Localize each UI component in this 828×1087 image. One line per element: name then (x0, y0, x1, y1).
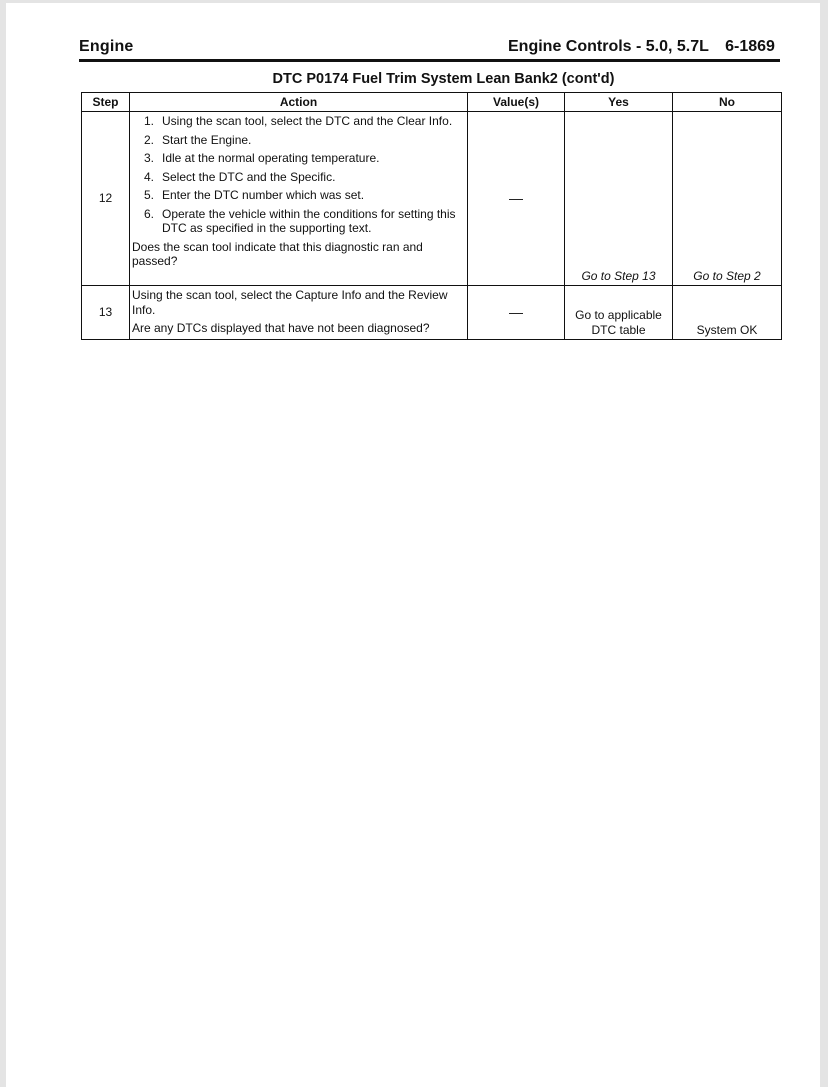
action-cell (130, 286, 468, 340)
header-rule (79, 59, 780, 62)
section-header: Engine (79, 38, 134, 55)
no-cell: System OK (673, 286, 782, 340)
action-cell (130, 112, 468, 286)
diagnostic-table (81, 92, 782, 340)
column-header-no: No (673, 93, 782, 112)
step-text: Select the DTC and the Specific. (162, 169, 336, 184)
step-text: Enter the DTC number which was set. (162, 188, 365, 202)
value-cell: — (468, 286, 565, 340)
step-number: 12 (82, 112, 130, 286)
table-row (82, 286, 782, 340)
step-index: 4. (144, 169, 155, 184)
chapter-header (508, 38, 775, 56)
step-text: Start the Engine. (162, 132, 252, 147)
table-row (82, 112, 782, 286)
no-cell: Go to Step 2 (673, 112, 782, 286)
step-index: 1. (144, 114, 155, 128)
step-index: 5. (144, 188, 155, 202)
action-step (144, 133, 464, 148)
action-step (144, 170, 464, 185)
step-number: 13 (82, 286, 130, 340)
step-index: 3. (144, 151, 155, 165)
column-header-step: Step (82, 93, 130, 112)
step-text: Using the scan tool, select the DTC and the Clear Info. (162, 114, 453, 128)
value-cell: — (468, 112, 565, 286)
action-question: Does the scan tool indicate that this diagnostic ran and passed? (132, 239, 423, 268)
action-step (144, 188, 464, 203)
action-question: Are any DTCs displayed that have not been diagnosed? (132, 321, 430, 335)
table-title: DTC P0174 Fuel Trim System Lean Bank2 (cont'd) (272, 71, 615, 87)
yes-cell: Go to Step 13 (565, 112, 673, 286)
step-text: Operate the vehicle within the conditions for setting this DTC as specified in the supporting text. (162, 206, 456, 235)
action-step (144, 207, 464, 236)
step-index: 2. (144, 132, 155, 147)
step-index: 6. (144, 206, 155, 221)
column-header-values: Value(s) (468, 93, 565, 112)
yes-cell: Go to applicable DTC table (565, 286, 673, 340)
column-header-yes: Yes (565, 93, 673, 112)
chapter-title: Engine Controls - 5.0, 5.7L (508, 38, 709, 55)
column-header-action: Action (130, 93, 468, 112)
action-step (144, 114, 464, 129)
table-header-row (82, 93, 782, 112)
action-text: Using the scan tool, select the Capture Info and the Review Info. (132, 288, 448, 317)
page-number: 6-1869 (725, 38, 775, 55)
action-step (144, 151, 464, 166)
step-text: Idle at the normal operating temperature. (162, 151, 380, 165)
